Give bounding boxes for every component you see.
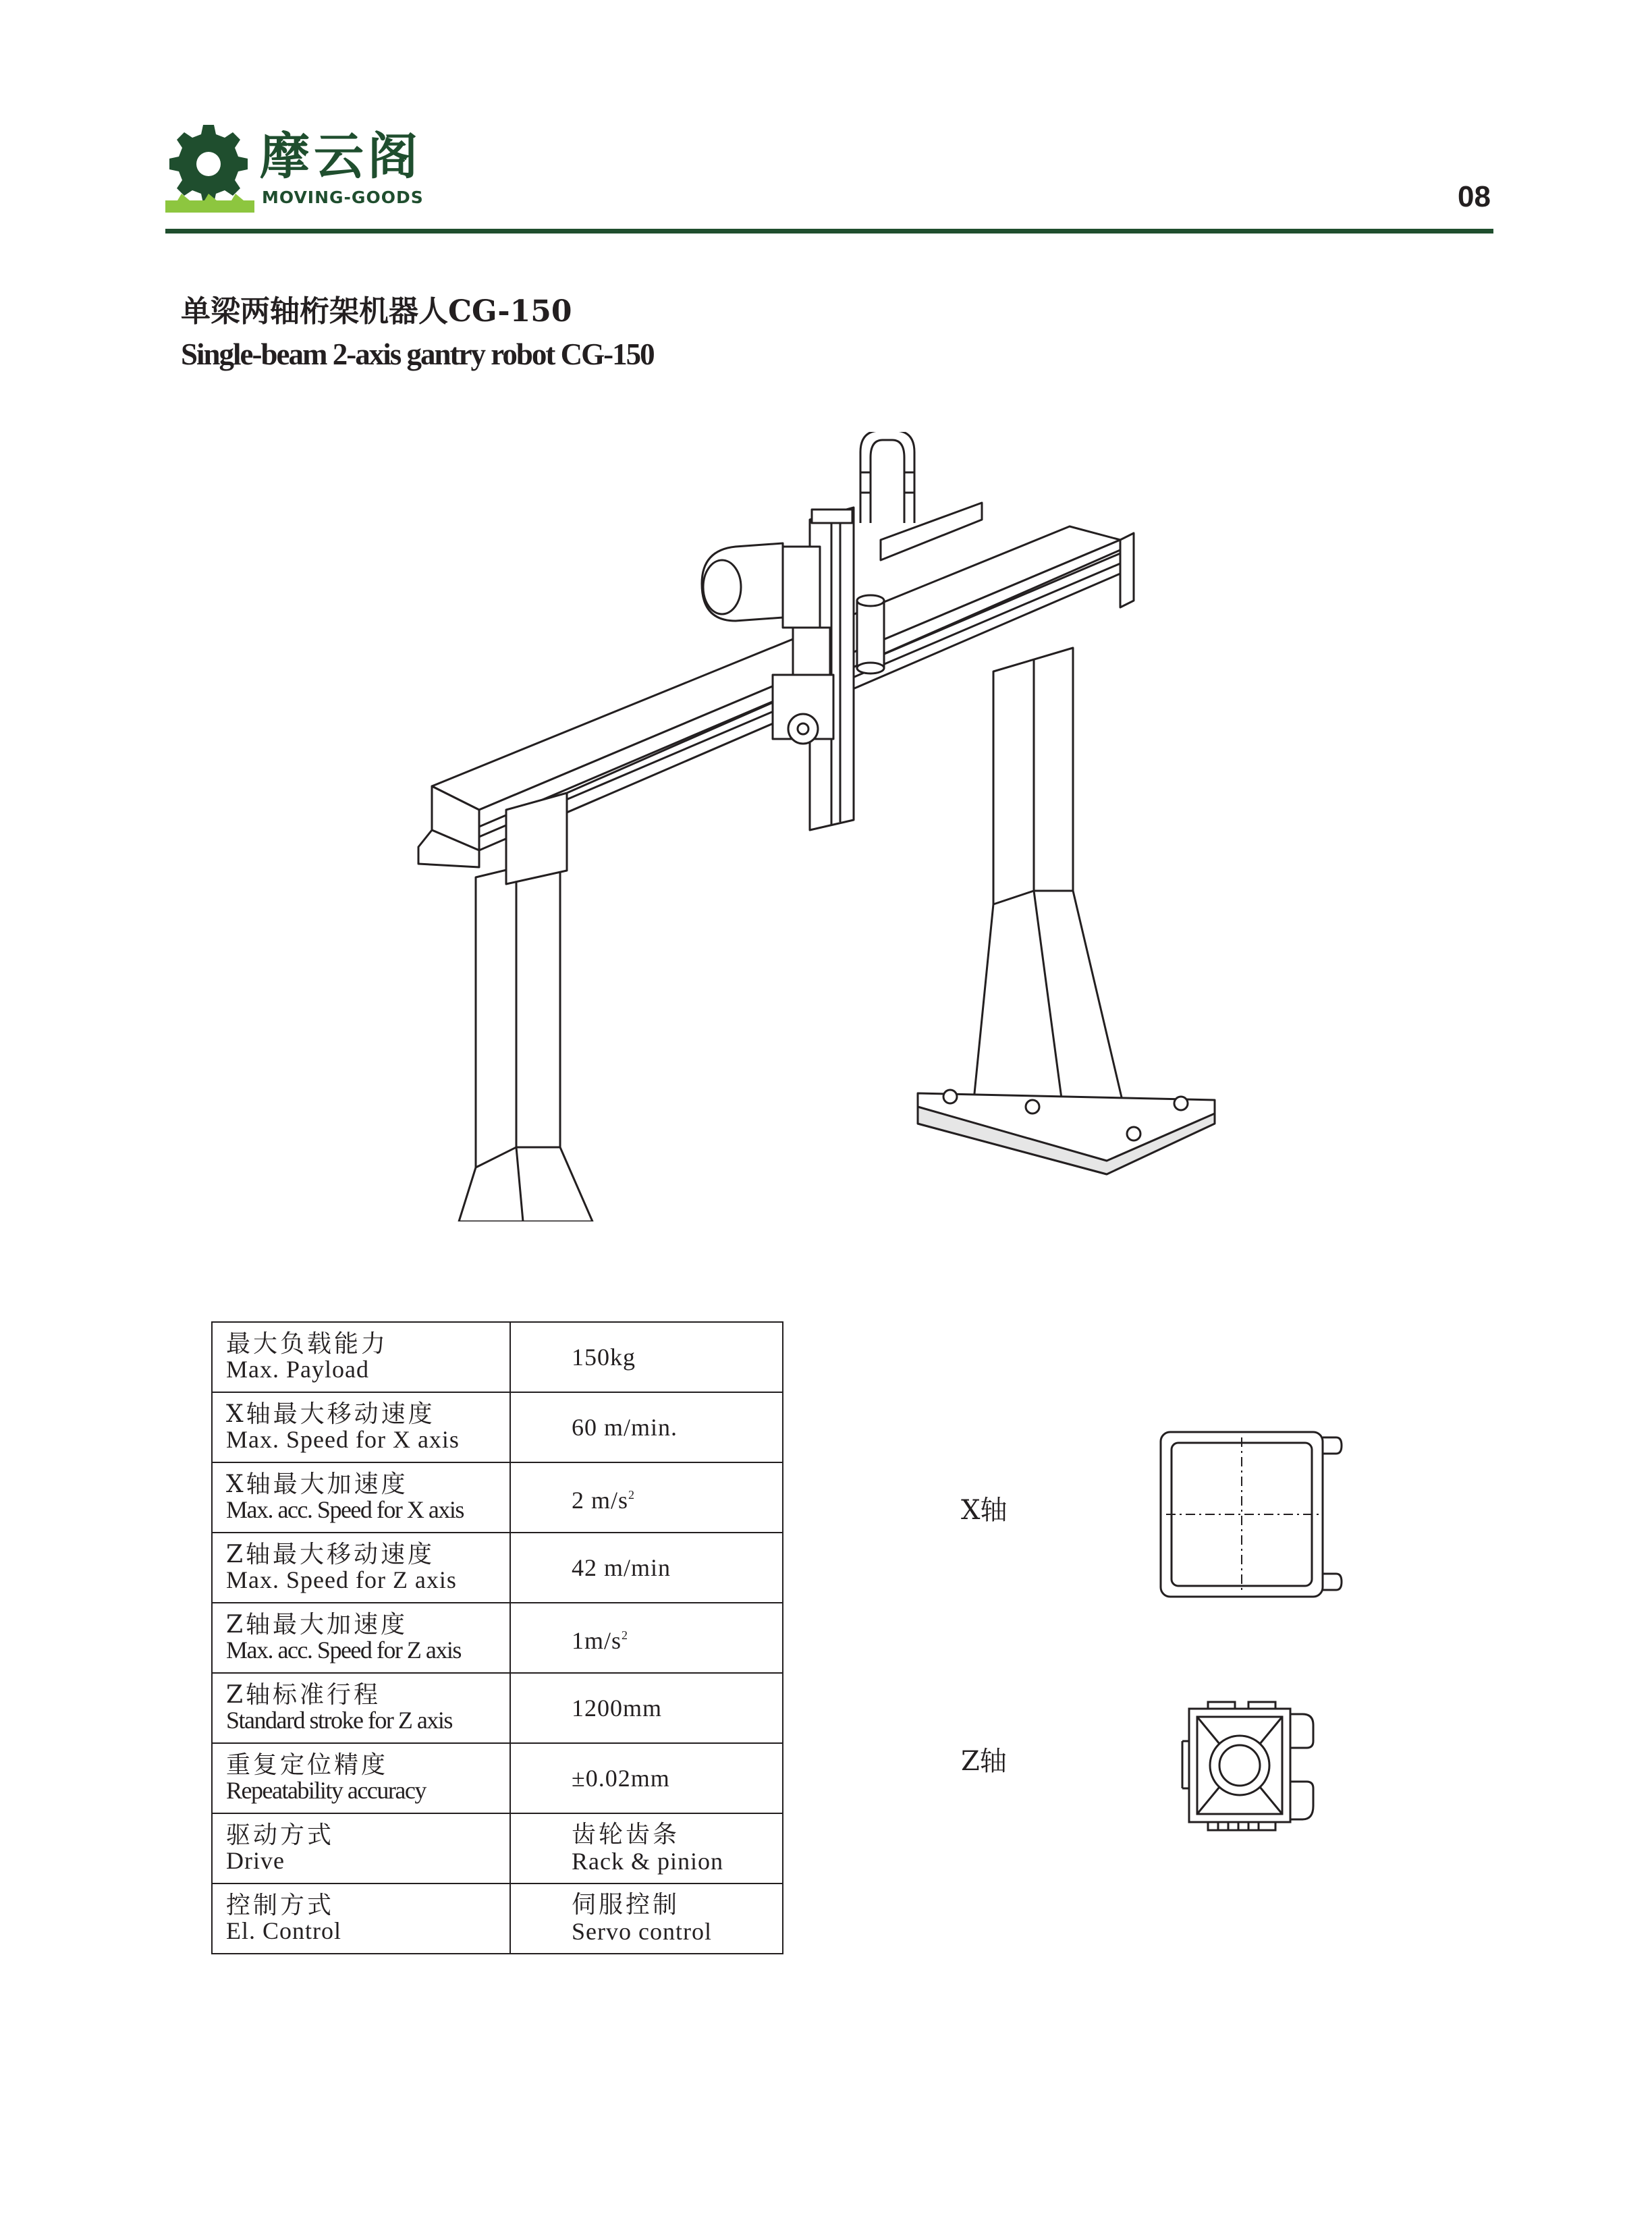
left-column	[459, 857, 593, 1221]
spec-label	[212, 1743, 510, 1813]
spec-label	[212, 1322, 510, 1392]
spec-label-en: Max. Speed for X axis	[226, 1426, 460, 1453]
z-axis-profile-label: Z轴	[961, 1746, 1007, 1777]
spec-label	[212, 1533, 510, 1603]
spec-value	[510, 1603, 783, 1673]
spec-value-zh: 齿轮齿条	[572, 1821, 680, 1848]
spec-label	[212, 1673, 510, 1743]
spec-label-en: Max. Payload	[226, 1356, 369, 1383]
table-row	[212, 1392, 783, 1462]
spec-value-zh: 伺服控制	[572, 1891, 680, 1919]
gantry-robot-drawing	[405, 432, 1235, 1221]
page-number: 08	[1458, 180, 1491, 213]
value-main: 2 m/s	[572, 1487, 629, 1514]
table-row	[212, 1813, 783, 1884]
spec-value	[510, 1322, 783, 1392]
spec-label	[212, 1884, 510, 1954]
value-superscript: 2	[622, 1628, 629, 1642]
spec-value	[510, 1813, 783, 1884]
spec-label-zh: 控制方式	[226, 1892, 335, 1919]
spec-label-en: El. Control	[226, 1917, 341, 1944]
spec-value-en: Rack & pinion	[572, 1848, 723, 1875]
brand-name-zh: 摩云阁	[260, 128, 422, 186]
spec-label-en: Max. Speed for Z axis	[226, 1566, 457, 1593]
spec-table	[211, 1321, 783, 1954]
spec-label-en: Standard stroke for Z axis	[226, 1707, 452, 1734]
spec-label-zh: 驱动方式	[226, 1821, 335, 1849]
spec-label-en: Repeatability accuracy	[226, 1777, 426, 1804]
spec-value	[510, 1884, 783, 1954]
spec-label-zh: Z轴最大移动速度	[226, 1541, 435, 1568]
value-main: 1m/s	[572, 1627, 622, 1654]
spec-value	[510, 1462, 783, 1533]
spec-label	[212, 1392, 510, 1462]
spec-value	[510, 1673, 783, 1743]
spec-value-text: ±0.02mm	[572, 1765, 670, 1792]
header-divider	[165, 229, 1493, 233]
spec-value	[510, 1533, 783, 1603]
drag-chain	[860, 432, 914, 523]
table-row	[212, 1462, 783, 1533]
table-row	[212, 1743, 783, 1813]
spec-value-text	[572, 1622, 782, 1654]
table-row	[212, 1603, 783, 1673]
spec-value-text: 42 m/min	[572, 1554, 671, 1581]
spec-value-en: Servo control	[572, 1918, 712, 1945]
spec-label-en: Max. acc. Speed for Z axis	[226, 1637, 461, 1664]
table-row	[212, 1884, 783, 1954]
spec-value-text: 150kg	[572, 1344, 636, 1371]
value-superscript: 2	[628, 1488, 636, 1502]
spec-value-text: 60 m/min.	[572, 1414, 678, 1441]
spec-label-en: Max. acc. Speed for X axis	[226, 1496, 464, 1523]
spec-label	[212, 1462, 510, 1533]
product-title-zh: 单梁两轴桁架机器人CG-150	[181, 294, 572, 329]
spec-value-text	[572, 1481, 782, 1514]
right-column	[918, 648, 1215, 1174]
spec-label-zh: Z轴标准行程	[226, 1681, 381, 1709]
z-axis-profile-drawing	[1181, 1701, 1316, 1836]
spec-value	[510, 1392, 783, 1462]
spec-value-text: 1200mm	[572, 1695, 663, 1722]
table-row	[212, 1533, 783, 1603]
spec-label-zh: Z轴最大加速度	[226, 1611, 408, 1639]
table-row	[212, 1673, 783, 1743]
spec-label-zh: 最大负载能力	[226, 1330, 389, 1358]
gear-icon	[169, 125, 248, 203]
spec-label-en: Drive	[226, 1847, 285, 1874]
x-axis-profile-drawing	[1159, 1431, 1343, 1599]
x-axis-profile-label: X轴	[961, 1495, 1008, 1526]
green-base-shape	[165, 194, 254, 213]
spec-label-zh: X轴最大加速度	[226, 1470, 408, 1498]
spec-label	[212, 1813, 510, 1884]
spec-label	[212, 1603, 510, 1673]
spec-label-zh: 重复定位精度	[226, 1751, 389, 1779]
brand-name-en: MOVING-GOODS	[262, 188, 424, 207]
spec-value	[510, 1743, 783, 1813]
product-title-en: Single-beam 2-axis gantry robot CG-150	[181, 337, 654, 371]
table-row	[212, 1322, 783, 1392]
spec-label-zh: X轴最大移动速度	[226, 1400, 435, 1428]
